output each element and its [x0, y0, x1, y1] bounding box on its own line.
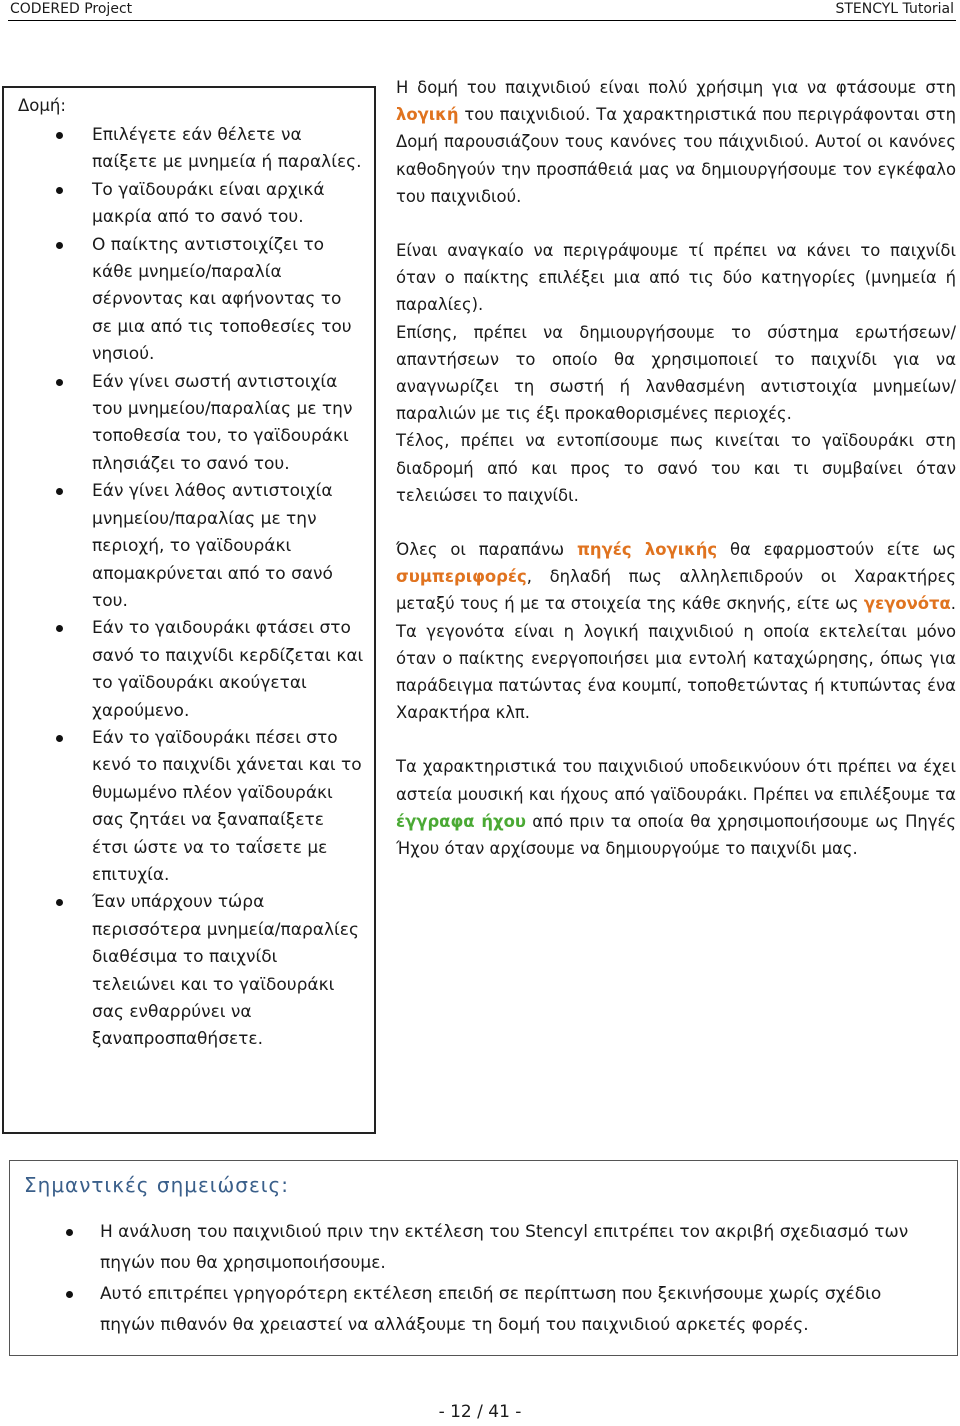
highlight-sound-files: έγγραφα ήχου	[396, 811, 526, 831]
list-item: Εάν γίνει λάθος αντιστοιχία μνημείου/παραλίας με την περιοχή, το γαϊδουράκι απομακρύνεται από το σανό του.	[34, 478, 364, 615]
highlight-behaviours: συμπεριφορές	[396, 567, 527, 587]
important-notes-box	[9, 1160, 958, 1356]
list-item: Εάν το γαϊδουράκι πέσει στο κενό το παιχνίδι χάνεται και το θυμωμένο πλέον γαϊδουράκι σας ζητάει να ξαναπαίξετε έτσι ώστε να το ταΐσετε με επιτυχία.	[34, 725, 364, 889]
main-text	[396, 74, 956, 862]
notes-title: Σημαντικές σημειώσεις:	[24, 1173, 290, 1197]
highlight-logic: λογική	[396, 105, 459, 125]
list-item: Εάν το γαιδουράκι φτάσει στο σανό το παιχνίδι κερδίζεται και το γαϊδουράκι ακούγεται χαρούμενο.	[34, 615, 364, 725]
header-project: CODERED Project	[10, 1, 133, 17]
list-item: Επιλέγετε εάν θέλετε να παίξετε με μνημεία ή παραλίες.	[34, 122, 364, 177]
text-span: Η δομή του παιχνιδιού είναι πολύ χρήσιμη για να φτάσουμε στη	[396, 78, 956, 97]
text-span: θα εφαρμοστούν είτε ως	[717, 540, 956, 560]
list-item: Εάν γίνει σωστή αντιστοιχία του μνημείου/παραλίας με την τοποθεσία του, το γαϊδουράκι πλησιάζει το σανό του.	[34, 369, 364, 479]
structure-title: Δομή:	[18, 96, 66, 115]
highlight-events: γεγονότα	[863, 594, 951, 614]
text-span: από πριν τα οποία θα χρησιμοποιήσουμε ως Πηγές Ήχου όταν αρχίσουμε να δημιουργούμε το παιχνίδι μας.	[396, 811, 956, 859]
notes-list	[50, 1217, 930, 1341]
page-number: - 12 / 41 -	[438, 1402, 522, 1422]
list-item: Αυτό επιτρέπει γρηγορότερη εκτέλεση επειδή σε περίπτωση που ξεκινήσουμε χωρίς σχέδιο πηγών πιθανόν θα χρειαστεί να αλλάξουμε τη δομή του παιχνιδιού αρκετές φορές.	[50, 1279, 930, 1341]
paragraph-donkey-path: Τέλος, πρέπει να εντοπίσουμε πως κινείται το γαϊδουράκι στη διαδρομή από και προς το σανό του και τι συμβαίνει όταν τελειώσει το παιχνίδι.	[396, 431, 956, 505]
paragraph-qa-system: Επίσης, πρέπει να δημιουργήσουμε το σύστημα ερωτήσεων/απαντήσεων το οποίο θα χρησιμοποιεί το παιχνίδι για να αναγνωρίζει τη σωστή ή λανθασμένη αντιστοιχία μνημείων/παραλιών με τις έξι προκαθορισμένες περιοχές.	[396, 322, 956, 424]
highlight-logic-sources: πηγές λογικής	[576, 540, 718, 560]
paragraph-behaviours	[396, 536, 956, 726]
paragraph-logic	[396, 74, 956, 210]
list-item: Η ανάλυση του παιχνιδιού πριν την εκτέλεση του Stencyl επιτρέπει τον ακριβή σχεδιασμό των πηγών που θα χρησιμοποιήσουμε.	[50, 1217, 930, 1279]
text-span: Όλες οι παραπάνω	[396, 540, 577, 560]
structure-box	[2, 86, 376, 1134]
paragraph-categories: Είναι αναγκαίο να περιγράψουμε τί πρέπει να κάνει το παιχνίδι όταν ο παίκτης επιλέξει μια από τις δύο κατηγορίες (μνημεία ή παραλίες).	[396, 241, 956, 315]
text-span: του παιχνιδιού. Τα χαρακτηριστικά που περιγράφονται στη Δομή παρουσιάζουν τους κανόνες του πάιχνιδιού. Αυτοί οι κανόνες καθοδηγούν την προσπάθειά μας να δημιουργήσουμε τον εγκέφαλο του παιχνιδιού.	[396, 105, 956, 206]
text-span: . Τα γεγονότα είναι η λογική παιχνιδιού η οποία εκτελείται μόνο όταν ο παίκτης ενεργοποιήσει μια εντολή καταχώρησης, όπως για παράδειγμα πατώντας ένα κουμπί, τοποθετώντας ή κτυπώντας ένα Χαρακτήρα κλπ.	[396, 594, 956, 723]
list-item: Έαν υπάρχουν τώρα περισσότερα μνημεία/παραλίες διαθέσιμα το παιχνίδι τελειώνει και το γαϊδουράκι σας ενθαρρύνει να ξαναπροσπαθήσετε.	[34, 889, 364, 1053]
page-header	[8, 0, 956, 21]
list-item: Ο παίκτης αντιστοιχίζει το κάθε μνημείο/παραλία σέρνοντας και αφήνοντας το σε μια από τις τοποθεσίες του νησιού.	[34, 232, 364, 369]
text-span: , δηλαδή πως αλληλεπιδρούν οι Χαρακτήρες μεταξύ τους ή με τα στοιχεία της κάθε σκηνής, είτε ως	[396, 567, 956, 614]
structure-list	[34, 122, 364, 1054]
list-item: Το γαϊδουράκι είναι αρχικά μακρία από το σανό του.	[34, 177, 364, 232]
paragraph-sounds	[396, 753, 956, 862]
header-tutorial: STENCYL Tutorial	[835, 1, 954, 17]
text-span: Τα χαρακτηριστικά του παιχνιδιού υποδεικνύουν ότι πρέπει να έχει αστεία μουσική και ήχους από γαϊδουράκι. Πρέπει να επιλέξουμε τα	[396, 757, 956, 804]
